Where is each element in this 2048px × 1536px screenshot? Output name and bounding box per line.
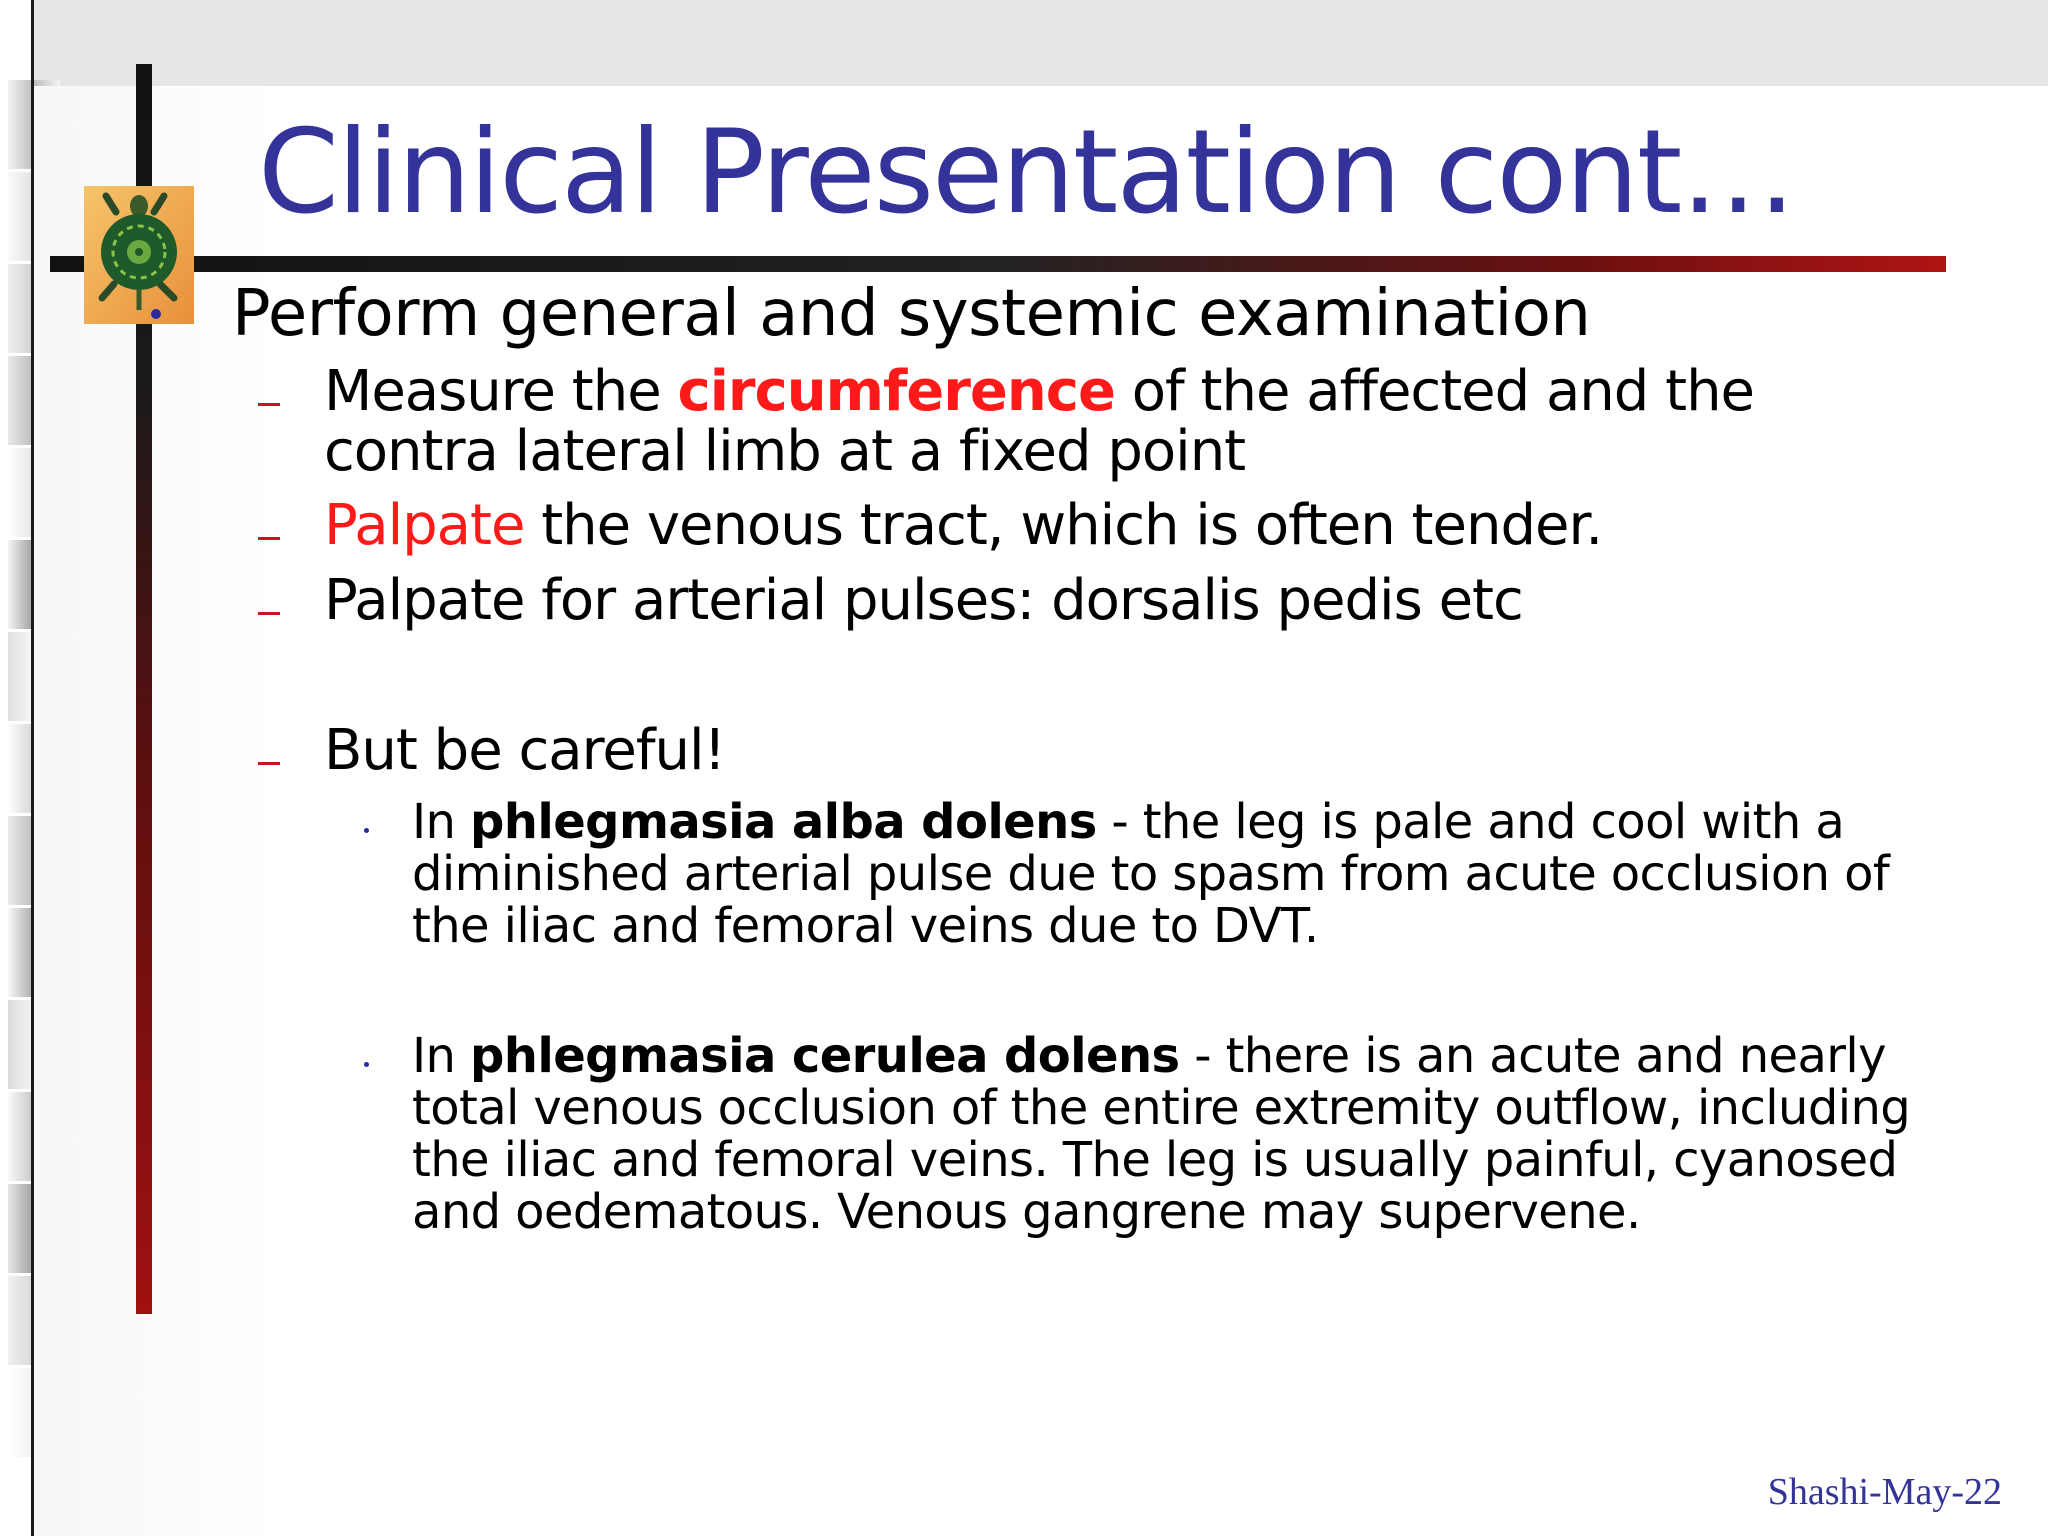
caution-text: In (412, 794, 471, 850)
item-arterial-pulses: Palpate for arterial pulses: dorsalis pedis etc (324, 568, 1523, 633)
caution-alba-dolens (412, 796, 1952, 952)
highlight-circumference: circumference (677, 359, 1115, 424)
caution-term: phlegmasia alba dolens (470, 794, 1097, 850)
dash-bullet (258, 762, 280, 765)
item-circumference-line2: contra lateral limb at a fixed point (324, 419, 1246, 484)
slide-title: Clinical Presentation cont… (258, 105, 1795, 240)
dot-bullet (364, 1062, 369, 1067)
item-text: the venous tract, which is often tender. (524, 493, 1603, 558)
caution-term: phlegmasia cerulea dolens (470, 1028, 1180, 1084)
item-text: Measure the (324, 359, 678, 424)
dash-bullet (258, 537, 280, 540)
item-circumference-line1 (324, 359, 1755, 424)
dash-bullet (258, 403, 280, 406)
caution-cerulea-dolens (412, 1030, 1952, 1238)
caution-text: - there is an acute and nearly total venous occlusion of the entire extremity outflow, including the iliac and femoral veins. The leg is usually painful, cyanosed and oedematous. Venous gangrene may supervene. (412, 1028, 1911, 1240)
dash-bullet (258, 612, 280, 615)
highlight-palpate: Palpate (324, 493, 525, 558)
horizontal-accent-bar (50, 256, 1946, 272)
item-palpate-venous (324, 493, 1603, 558)
caution-text: In (412, 1028, 471, 1084)
item-be-careful: But be careful! (324, 718, 726, 783)
turtle-icon (84, 186, 194, 324)
caution-text: - the leg is pale and cool with a diminished arterial pulse due to spasm from acute occlusion of the iliac and femoral veins due to DVT. (412, 794, 1890, 954)
dot-bullet (364, 828, 369, 833)
main-point: Perform general and systemic examination (232, 277, 1591, 351)
footer-label: Shashi-May-22 (1767, 1471, 2002, 1513)
item-text: of the affected and the (1114, 359, 1755, 424)
top-band (34, 0, 2048, 86)
